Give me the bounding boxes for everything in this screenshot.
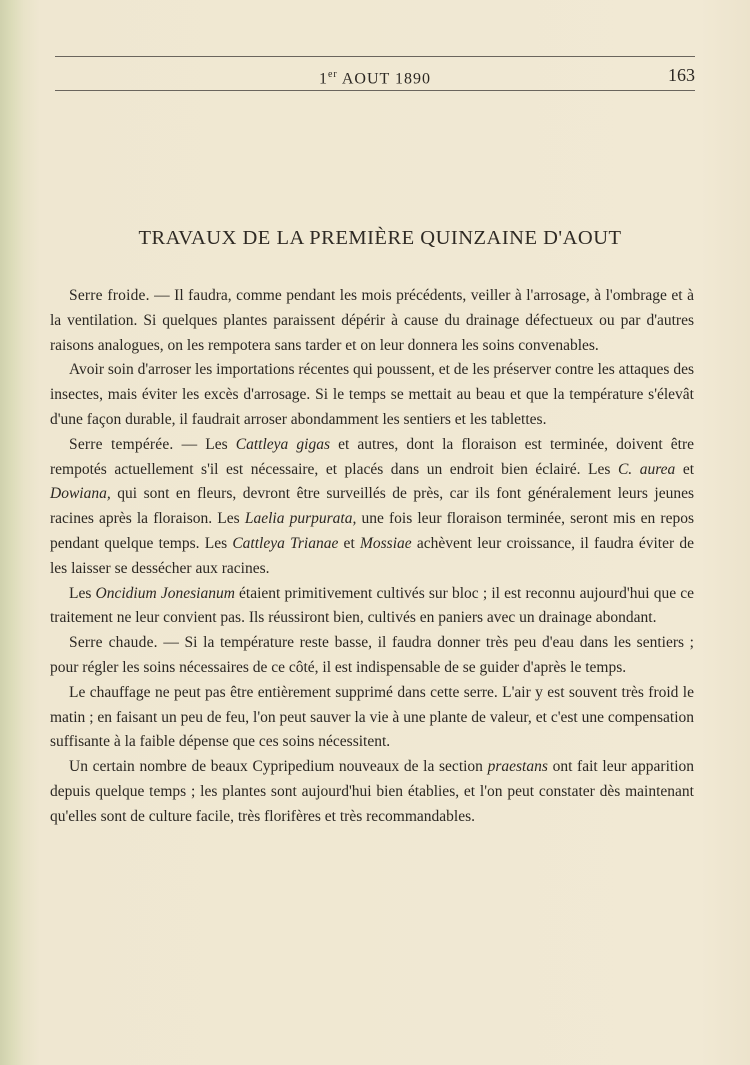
paragraph-oncidium	[50, 582, 694, 632]
paragraph-text: — Si la température reste basse, il faudra donner très peu d'eau dans les sentiers ; pour régler les soins nécessaires de ce côté, il est indispensable de se guider d'après le temps.	[50, 634, 694, 676]
heading-serre-froide: Serre froide.	[69, 287, 150, 304]
plant-name: Mossiae	[359, 534, 412, 552]
paragraph-serre-temperee	[50, 433, 694, 582]
heading-serre-chaude: Serre chaude.	[69, 634, 158, 652]
header-rule-top	[55, 56, 695, 57]
plant-name: C. aurea	[617, 460, 676, 478]
paragraph-serre-chaude	[50, 631, 694, 681]
header-month-year: AOUT 1890	[337, 70, 432, 88]
paragraph-cypripedium	[50, 755, 694, 829]
heading-serre-temperee: Serre tempérée.	[69, 435, 174, 453]
paragraph-chauffage	[50, 681, 694, 755]
paragraph-serre-froide	[50, 284, 694, 358]
plant-name: Oncidium Jonesianum	[95, 584, 235, 602]
header-day-suffix: er	[327, 69, 338, 80]
paragraph-arrosage	[50, 358, 694, 432]
paragraph-text: étaient primitivement cultivés sur bloc ; il est reconnu aujourd'hui que ce traitement ne leur convient pas. Ils réussiront bien, cultivés en paniers avec un drainage abondant.	[50, 584, 694, 627]
paragraph-text: — Il faudra, comme pendant les mois précédents, veiller à l'arrosage, à l'ombrage et à la ventilation. Si quelques plantes paraissent dépérir à cause du drainage défectueux ou par d'autres raisons analogues, on les rempotera sans tarder et on leur donnera les soins convenables.	[50, 287, 694, 354]
page-number: 163	[668, 65, 695, 85]
paragraph-text: Avoir soin d'arroser les importations récentes qui poussent, et de les préserver contre les attaques des insectes, mais éviter les excès d'arrosage. Si le temps se mettait au beau et que la température s'élevât d'une façon durable, il faudrait arroser abondamment les sentiers et les tablettes.	[50, 361, 694, 428]
paragraph-text: et autres, dont la floraison est terminée, doivent être rempotés actuellement s'il est nécessaire, et placés dans un endroit bien éclairé. Les	[50, 435, 695, 478]
paragraph-text: Le chauffage ne peut pas être entièrement supprimé dans cette serre. L'air y est souvent très froid le matin ; en faisant un peu de feu, l'on peut sauver la vie à une plante de valeur, et c'est une compensation suffisante à la faible dépense que ces soins nécessitent.	[50, 683, 694, 751]
paragraph-text: Un certain nombre de beaux Cypripedium nouveaux de la section	[69, 758, 488, 776]
paragraph-text: et	[675, 460, 695, 478]
article-body	[50, 284, 694, 830]
section-title: TRAVAUX DE LA PREMIÈRE QUINZAINE D'AOUT	[138, 227, 622, 249]
paragraph-text: qui sont en fleurs, devront être surveillés de près, car ils font généralement leurs jeunes racines après la floraison. Les	[50, 485, 694, 528]
running-header	[55, 62, 695, 88]
plant-name: praestans	[487, 758, 548, 776]
plant-name: Laelia purpurata,	[244, 510, 357, 528]
paragraph-text: Les	[69, 584, 96, 602]
header-rule-bottom	[55, 90, 695, 91]
plant-name: Dowiana,	[50, 485, 111, 503]
paragraph-text: achèvent leur croissance, il faudra éviter de les laisser se dessécher aux racines.	[50, 534, 694, 577]
header-date	[55, 62, 695, 92]
paragraph-text: une fois leur floraison terminée, seront mis en repos pendant quelque temps. Les	[50, 510, 694, 552]
header-day: 1	[318, 70, 328, 88]
plant-name: Cattleya Trianae	[232, 534, 339, 552]
paragraph-text: — Les	[173, 435, 236, 453]
paragraph-text: ont fait leur apparition depuis quelque temps ; les plantes sont aujourd'hui bien établies, et l'on peut constater dès maintenant qu'elles sont de culture facile, très florifères et très recommandables.	[50, 758, 694, 825]
paragraph-text: et	[338, 534, 360, 552]
plant-name: Cattleya gigas	[235, 435, 330, 453]
